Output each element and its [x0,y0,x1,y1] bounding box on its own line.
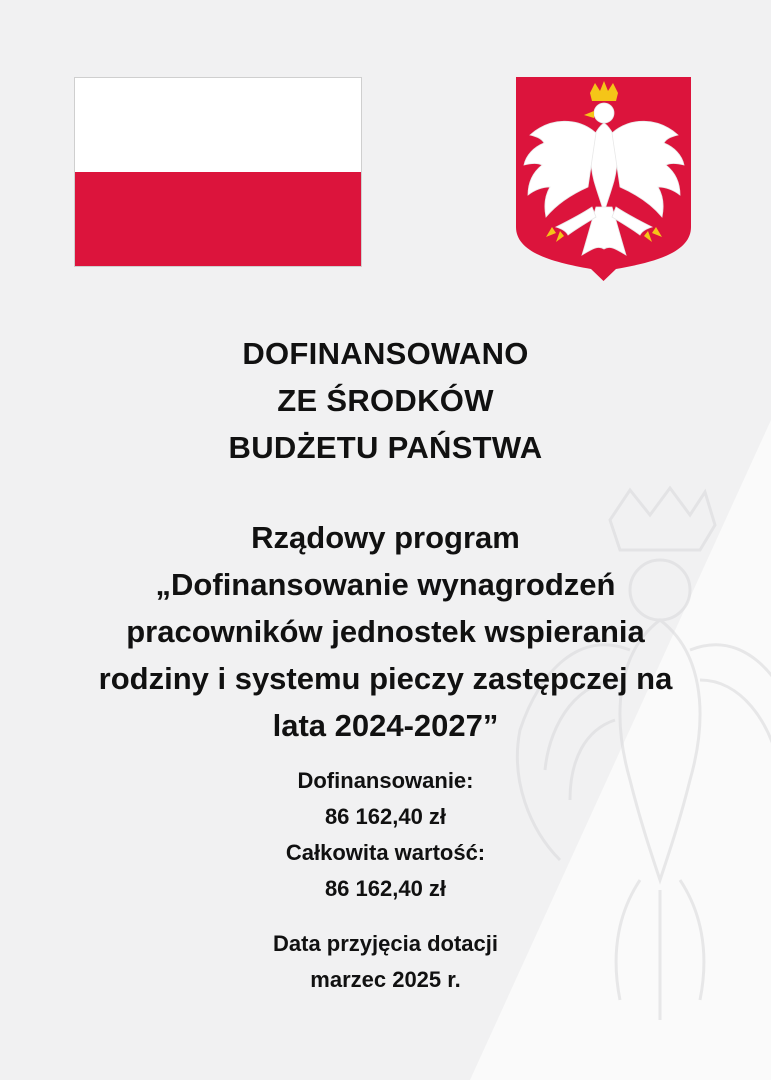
flag-red-stripe [75,172,361,266]
program-line-4: rodziny i systemu pieczy zastępczej na [98,661,673,696]
total-value-label: Całkowita wartość: [285,840,486,865]
grant-date [0,926,771,998]
grant-date-label: Data przyjęcia dotacji [273,931,498,956]
coat-of-arms-eagle-icon [516,77,691,281]
program-line-5: lata 2024-2027” [272,708,499,743]
funding-heading [0,330,771,471]
grant-date-value: marzec 2025 r. [310,967,461,992]
polish-flag [74,77,362,267]
funding-value: 86 162,40 zł [324,804,447,829]
heading-line-3: BUDŻETU PAŃSTWA [228,430,543,465]
program-title [0,514,771,749]
program-line-3: pracowników jednostek wspierania [126,614,645,649]
heading-line-2: ZE ŚRODKÓW [277,383,494,418]
total-value: 86 162,40 zł [324,876,447,901]
program-line-1: Rządowy program [251,520,520,555]
funding-label: Dofinansowanie: [297,768,474,793]
funding-amounts [0,763,771,907]
flag-white-stripe [75,78,361,172]
heading-line-1: DOFINANSOWANO [242,336,529,371]
program-line-2: „Dofinansowanie wynagrodzeń [155,567,616,602]
